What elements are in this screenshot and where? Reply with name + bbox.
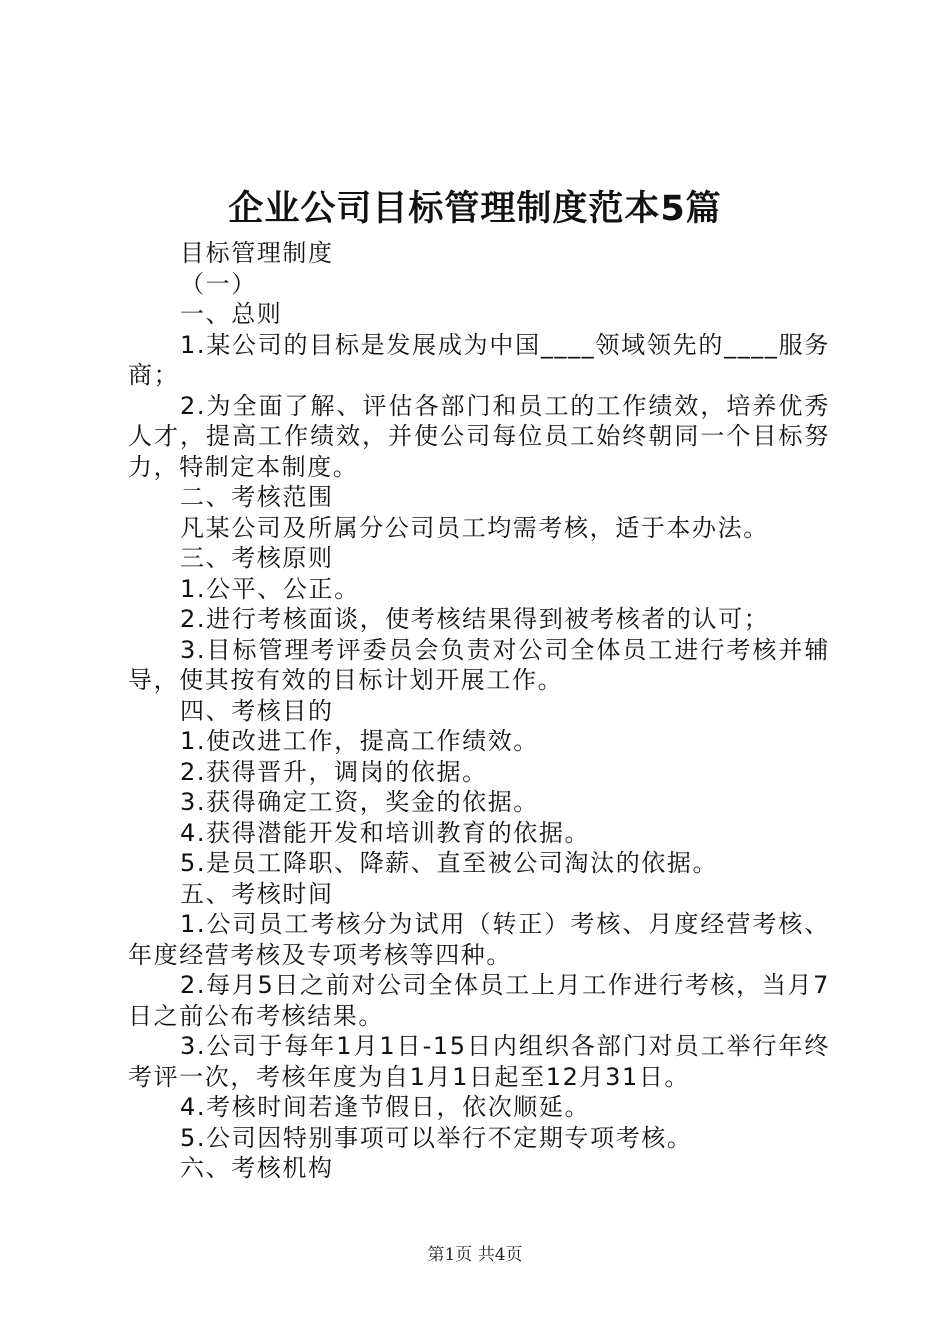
paragraph: 1.某公司的目标是发展成为中国____领域领先的____服务商； — [128, 330, 830, 389]
document-body — [128, 238, 830, 1184]
page-footer: 第1页 共4页 — [427, 1245, 523, 1265]
section-heading: 六、考核机构 — [180, 1154, 334, 1182]
paragraph: 4.考核时间若逢节假日，依次顺延。 — [180, 1093, 591, 1121]
paragraph: 5.是员工降职、降薪、直至被公司淘汰的依据。 — [180, 849, 719, 877]
paragraph: 2.进行考核面谈，使考核结果得到被考核者的认可； — [180, 605, 770, 633]
paragraph: 凡某公司及所属分公司员工均需考核，适于本办法。 — [180, 513, 769, 542]
paragraph: 2.每月5日之前对公司全体员工上月工作进行考核，当月7日之前公布考核结果。 — [128, 971, 830, 1030]
section-heading: 二、考核范围 — [180, 483, 334, 511]
section-heading: 五、考核时间 — [180, 879, 334, 908]
section-heading: 一、总则 — [180, 300, 283, 328]
paragraph: 5.公司因特别事项可以举行不定期专项考核。 — [180, 1123, 693, 1152]
paragraph: （一） — [180, 269, 257, 298]
paragraph: 4.获得潜能开发和培训教育的依据。 — [180, 818, 591, 847]
paragraph: 1.使改进工作，提高工作绩效。 — [180, 727, 539, 755]
document-title: 企业公司目标管理制度范本5篇 — [228, 189, 722, 229]
paragraph: 2.为全面了解、评估各部门和员工的工作绩效，培养优秀人才，提高工作绩效，并使公司每位员工始终朝同一个目标努力，特制定本制度。 — [128, 391, 830, 481]
paragraph: 2.获得晋升，调岗的依据。 — [180, 757, 488, 786]
paragraph: 1.公司员工考核分为试用（转正）考核、月度经营考核、年度经营考核及专项考核等四种。 — [128, 910, 830, 969]
paragraph: 3.公司于每年1月1日-15日内组织各部门对员工举行年终考评一次，考核年度为自1月1日起至12月31日。 — [128, 1032, 830, 1091]
paragraph: 3.获得确定工资，奖金的依据。 — [180, 788, 539, 816]
paragraph: 目标管理制度 — [180, 239, 334, 267]
section-heading: 四、考核目的 — [180, 696, 334, 725]
paragraph: 1.公平、公正。 — [180, 574, 360, 603]
paragraph: 3.目标管理考评委员会负责对公司全体员工进行考核并辅导，使其按有效的目标计划开展工作。 — [128, 635, 830, 694]
section-heading: 三、考核原则 — [180, 544, 334, 572]
